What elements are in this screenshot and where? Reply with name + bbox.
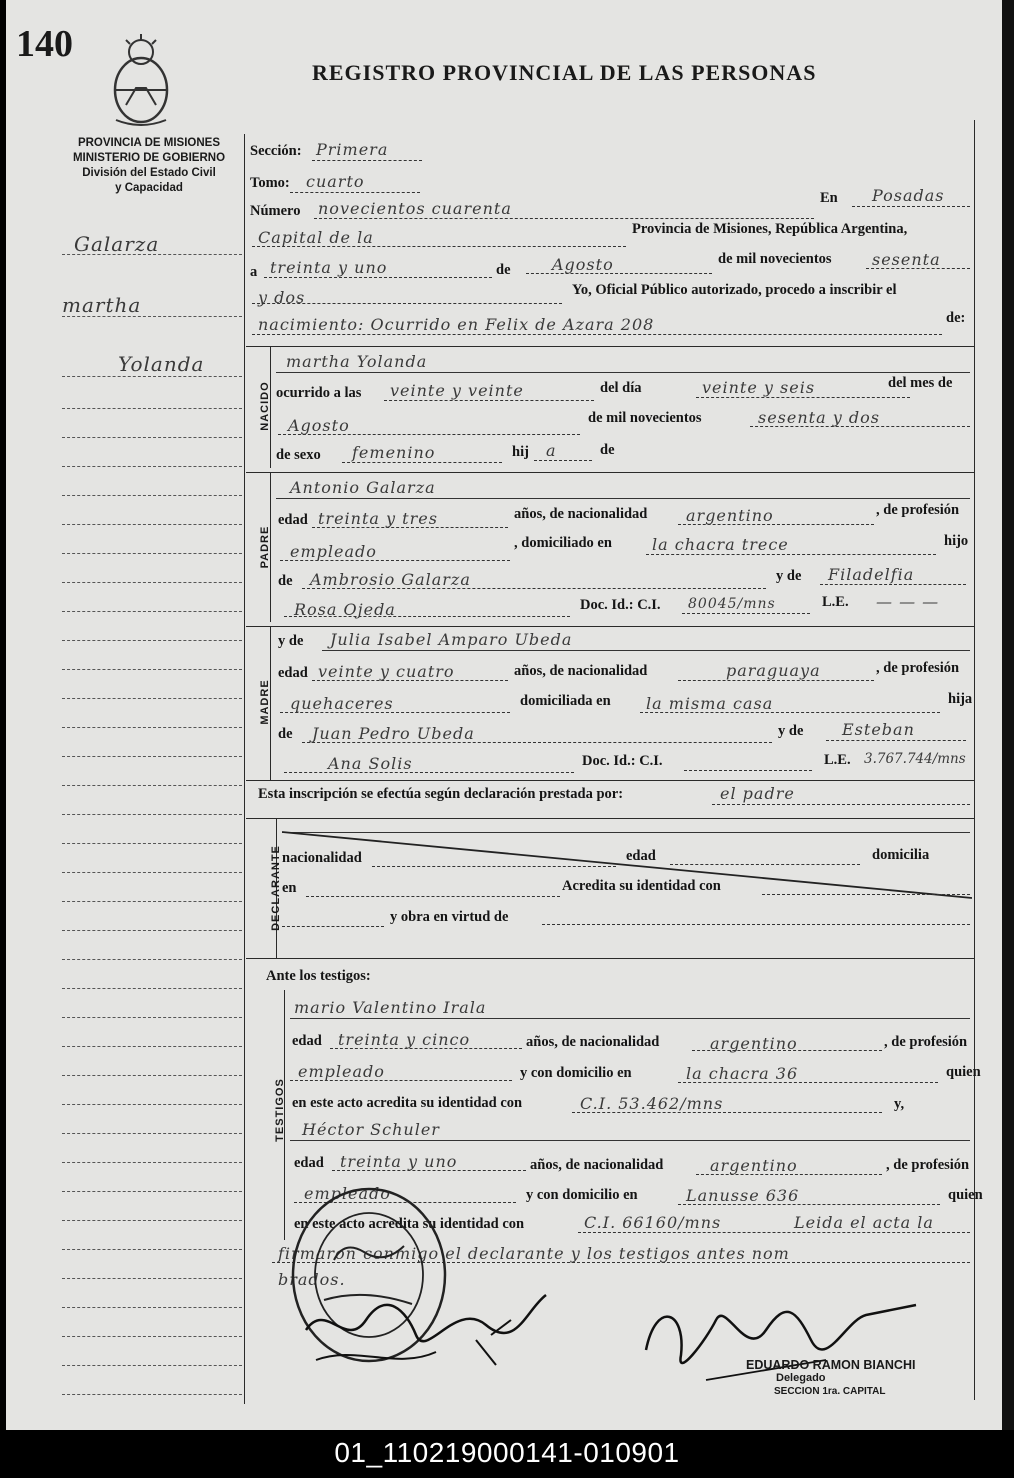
nombrados-text: brados. [278, 1270, 346, 1289]
firmante-seccion: SECCION 1ra. CAPITAL [774, 1386, 886, 1397]
firmante-cargo: Delegado [776, 1372, 826, 1384]
madre-prof-label: , de profesión [876, 660, 960, 676]
en-label: En [820, 190, 838, 206]
oficial-text: Yo, Oficial Público autorizado, procedo a inscribir el [572, 282, 897, 298]
testigo2-edad-label: edad [294, 1155, 324, 1171]
padre-le-label: L.E. [822, 594, 849, 610]
declarante-edad-label: edad [626, 848, 656, 864]
margin-surname: Galarza [74, 232, 160, 256]
madre-padre-value: Juan Pedro Ubeda [312, 724, 475, 743]
madre-le-value: 3.767.744/mns [864, 751, 966, 767]
nacido-mes-value: Agosto [288, 416, 350, 435]
ante-testigos-label: Ante los testigos: [266, 968, 371, 984]
testigo2-edad: treinta y uno [340, 1152, 458, 1171]
declaracion-value: el padre [720, 784, 795, 803]
testigos-label: TESTIGOS [274, 1078, 286, 1142]
testigo2-quien-label: quien [948, 1187, 983, 1203]
madre-madre-value: Esteban [842, 720, 915, 739]
testigo2-acredita-label: en este acto acredita su identidad con [294, 1216, 525, 1232]
testigo1-ci: C.I. 53.462/mns [580, 1094, 724, 1113]
declarante-obra-label: y obra en virtud de [390, 909, 509, 925]
declarante-nac-label: nacionalidad [282, 850, 362, 866]
padre-edad-label: edad [278, 512, 308, 528]
padre-madre-value-2: Rosa Ojeda [294, 600, 396, 619]
madre-madre-value-2: Ana Solis [328, 754, 413, 773]
nacido-de-label: de [600, 442, 615, 458]
padre-de-label: de [278, 573, 293, 589]
en-value: Posadas [872, 186, 945, 205]
anio-value-2: y dos [258, 288, 306, 307]
sexo-label: de sexo [276, 447, 321, 463]
nacido-nombre: martha Yolanda [286, 352, 428, 371]
testigo2-dom-label: y con domicilio en [526, 1187, 638, 1203]
nacimiento-value: nacimiento: Ocurrido en Felix de Azara 208 [258, 315, 655, 334]
hij-label: hij [512, 444, 529, 460]
testigo2-nac: argentino [710, 1156, 798, 1175]
margin-second-name: Yolanda [118, 352, 205, 376]
madre-prof-value: quehaceres [290, 694, 394, 713]
madre-dom-label: domiciliada en [520, 693, 611, 709]
issuer-line: MINISTERIO DE GOBIERNO [72, 152, 226, 164]
padre-nac-value: argentino [686, 506, 774, 525]
coat-of-arms-icon [106, 30, 176, 130]
nacido-label: NACIDO [259, 381, 271, 431]
testigo2-ci: C.I. 66160/mns [584, 1213, 722, 1232]
declarante-label: DECLARANTE [270, 845, 282, 931]
footer-code: 01_110219000141-010901 [0, 1430, 1014, 1478]
issuer-line: División del Estado Civil [82, 167, 216, 179]
testigo1-y-label: y, [894, 1096, 905, 1112]
testigo2-dom: Lanusse 636 [686, 1186, 800, 1205]
madre-le-label: L.E. [824, 752, 851, 768]
seccion-value: Primera [316, 140, 389, 159]
testigo1-dom-label: y con domicilio en [520, 1065, 632, 1081]
margin-first-name: martha [62, 293, 142, 317]
declarante-acredita-label: Acredita su identidad con [562, 878, 721, 894]
madre-dom-value: la misma casa [646, 694, 774, 713]
dia-value: treinta y uno [270, 258, 388, 277]
padre-doc-value: 80045/mns [688, 596, 776, 612]
testigo1-edad-label: edad [292, 1033, 322, 1049]
padre-le-value: — — — [876, 592, 940, 611]
padre-label: PADRE [259, 525, 271, 569]
tomo-value: cuarto [306, 172, 365, 191]
firmante-name: EDUARDO RAMON BIANCHI [746, 1358, 916, 1372]
sexo-value: femenino [352, 443, 436, 462]
padre-prof-label: , de profesión [876, 502, 960, 518]
madre-edad-label: edad [278, 665, 308, 681]
madre-nombre: Julia Isabel Amparo Ubeda [330, 630, 573, 649]
hij-value: a [546, 441, 557, 460]
provincia-text: Provincia de Misiones, República Argentina, [632, 221, 908, 237]
hora-value: veinte y veinte [390, 381, 524, 400]
register-page [6, 0, 1002, 1430]
de-colon: de: [946, 310, 966, 326]
madre-hija-label: hija [948, 691, 973, 707]
ocurrido-label: ocurrido a las [276, 385, 362, 401]
testigo1-prof-label: , de profesión [884, 1034, 968, 1050]
padre-dom-label: , domiciliado en [514, 535, 612, 551]
testigo2-prof: empleado [304, 1184, 391, 1203]
issuer-line: PROVINCIA DE MISIONES [77, 137, 221, 149]
padre-prof-value: empleado [290, 542, 377, 561]
de-label: de [496, 262, 511, 278]
issuer-block [54, 136, 244, 196]
declarante-en-label: en [282, 880, 297, 896]
mes-value: Agosto [552, 255, 614, 274]
madre-yde2-label: y de [778, 723, 804, 739]
testigo1-nac: argentino [710, 1034, 798, 1053]
leida-text: Leida el acta la [794, 1213, 934, 1232]
testigo1-edad: treinta y cinco [338, 1030, 471, 1049]
declaracion-label: Esta inscripción se efectúa según declaración prestada por: [258, 786, 624, 802]
padre-doc-label: Doc. Id.: C.I. [580, 597, 661, 613]
tomo-label: Tomo: [250, 175, 290, 191]
madre-doc-label: Doc. Id.: C.I. [582, 753, 663, 769]
declarant-signature-icon [296, 1280, 556, 1390]
testigo2-nac-label: años, de nacionalidad [530, 1157, 664, 1173]
frame-left-border [244, 134, 245, 1404]
madre-de-label: de [278, 726, 293, 742]
seccion-label: Sección: [250, 143, 302, 159]
testigo1-nac-label: años, de nacionalidad [526, 1034, 660, 1050]
testigo1-prof: empleado [298, 1062, 385, 1081]
padre-madre-value: Filadelfia [828, 565, 915, 584]
a-label: a [250, 264, 258, 280]
frame-right-border [974, 120, 975, 1400]
mil-label: de mil novecientos [718, 251, 832, 267]
document-title: REGISTRO PROVINCIAL DE LAS PERSONAS [312, 60, 817, 85]
testigo2-prof-label: , de profesión [886, 1157, 970, 1173]
page-number: 140 [16, 23, 73, 65]
del-mes-label: del mes de [888, 375, 953, 391]
testigo1-quien-label: quien [946, 1064, 981, 1080]
madre-nac-value: paraguaya [726, 661, 821, 680]
numero-label: Número [250, 203, 301, 219]
anio-value: sesenta [872, 250, 941, 269]
testigo1-dom: la chacra 36 [686, 1064, 799, 1083]
padre-nac-label: años, de nacionalidad [514, 506, 648, 522]
padre-nombre: Antonio Galarza [290, 478, 436, 497]
madre-yde-label: y de [278, 633, 304, 649]
padre-dom-value: la chacra trece [652, 535, 789, 554]
binder-edge [1002, 0, 1014, 1430]
madre-edad-value: veinte y cuatro [318, 662, 455, 681]
nacido-dia-value: veinte y seis [702, 378, 816, 397]
testigo2-nombre: Héctor Schuler [302, 1120, 440, 1139]
padre-edad-value: treinta y tres [318, 509, 438, 528]
testigo1-nombre: mario Valentino Irala [294, 998, 487, 1017]
madre-label: MADRE [259, 679, 271, 725]
padre-yde-label: y de [776, 568, 802, 584]
capital-value: Capital de la [258, 228, 374, 247]
firmaron-text: firmaron conmigo el declarante y los testigos antes nom [278, 1244, 790, 1263]
padre-padre-value: Ambrosio Galarza [310, 570, 471, 589]
nacido-mil-label: de mil novecientos [588, 410, 702, 426]
del-dia-label: del día [600, 380, 642, 396]
issuer-line: y Capacidad [115, 182, 183, 194]
declarante-dom-label: domicilia [872, 847, 930, 863]
nacido-anio-value: sesenta y dos [758, 408, 880, 427]
padre-hijo-label: hijo [944, 533, 969, 549]
testigo1-acredita-label: en este acto acredita su identidad con [292, 1095, 523, 1111]
numero-value: novecientos cuarenta [318, 199, 512, 218]
madre-nac-label: años, de nacionalidad [514, 663, 648, 679]
